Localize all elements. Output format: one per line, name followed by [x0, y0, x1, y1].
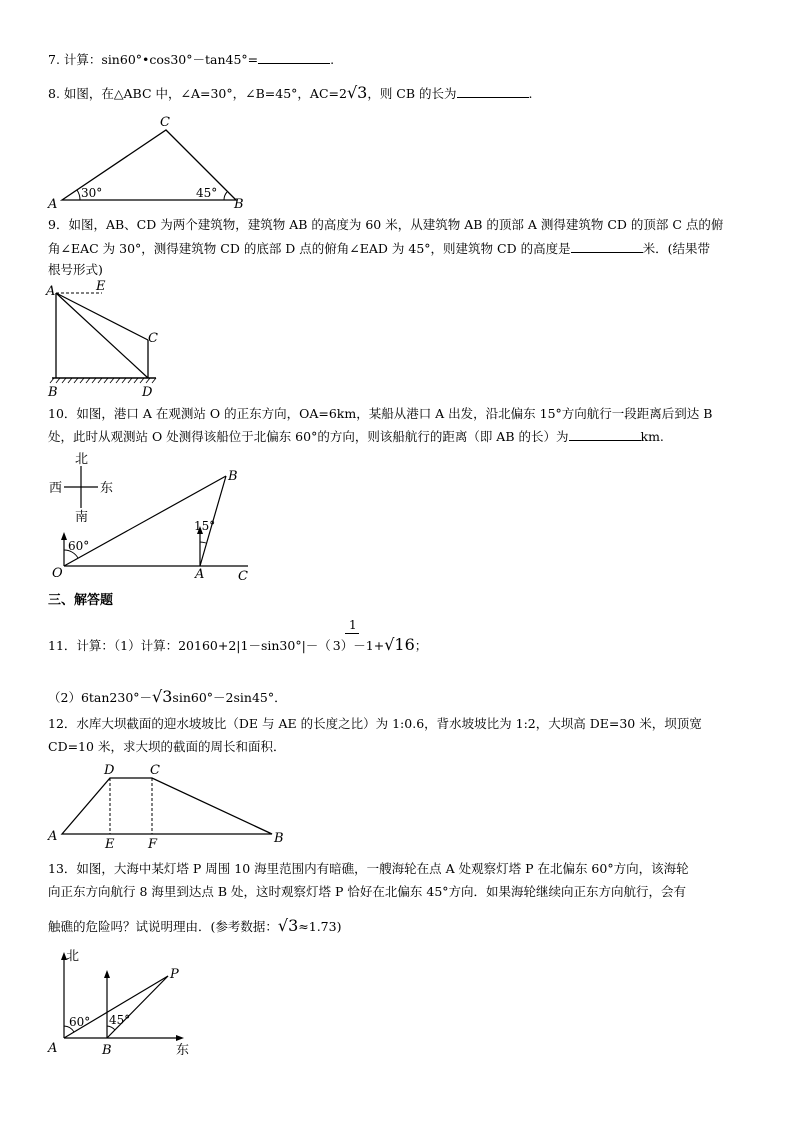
label-c: C: [150, 763, 160, 778]
q7-text: 7. 计算：sin60°•cos30°－tan45°=: [48, 52, 259, 67]
label-a: A: [195, 567, 205, 582]
label-a: A: [48, 829, 58, 844]
label-b: B: [228, 469, 238, 484]
label-f: F: [148, 837, 158, 852]
q9-line-1: 9．如图，AB、CD 为两个建筑物，建筑物 AB 的高度为 60 米，从建筑物 AB 的顶部 A 测得建筑物 CD 的顶部 C 点的俯: [48, 217, 724, 232]
dam-trapezoid: [62, 778, 272, 834]
angle-a-label: 30°: [81, 186, 103, 200]
north-arrowhead-b: [104, 970, 110, 978]
north-arrowhead-o: [61, 532, 67, 540]
line-ad: [56, 293, 148, 378]
label-a: A: [48, 1041, 58, 1056]
label-b: B: [234, 197, 244, 212]
east-arrowhead: [176, 1035, 184, 1041]
q7-line: [48, 53, 334, 67]
compass-south: 南: [75, 510, 89, 525]
label-d: D: [104, 763, 115, 778]
angle-a-arc: [77, 190, 80, 200]
q11-frac-num: 1: [349, 618, 357, 632]
label-b: B: [274, 831, 284, 846]
q11-line-1: [48, 637, 427, 653]
q9-buildings-figure: [44, 280, 174, 400]
q13-text-a: 触礁的危险吗？试说明理由．(参考数据：: [48, 919, 278, 934]
angle-b-label: 45°: [196, 186, 218, 200]
q9-text-a: 角∠EAC 为 30°，测得建筑物 CD 的底部 D 点的俯角∠EAD 为 45°，则建筑物 CD 的高度是: [48, 241, 571, 256]
q11-part2-b: sin60°－2sin45°．: [172, 690, 287, 705]
line-ac: [56, 293, 148, 340]
label-b: B: [48, 385, 58, 400]
q9-line-3: 根号形式): [48, 262, 103, 277]
label-p: P: [170, 967, 179, 982]
q8-line: [48, 85, 533, 101]
q9-answer-blank[interactable]: [571, 242, 643, 253]
compass-east: 东: [100, 481, 114, 496]
q9-line-2: [48, 242, 710, 256]
q8-text-a: 8. 如图，在△ABC 中，∠A=30°，∠B=45°，AC=2: [48, 86, 347, 101]
q10-line-1: 10．如图，港口 A 在观测站 O 的正东方向，OA=6km，某船从港口 A 出发，沿北偏东 15°方向航行一段距离后到达 B: [48, 406, 713, 421]
q11-part2-a: （2）6tan230°－: [48, 690, 153, 705]
q8-triangle-figure: [44, 112, 254, 212]
compass-north: 北: [75, 452, 89, 467]
label-c: C: [238, 569, 248, 584]
q11-line-2: [48, 689, 287, 705]
q8-answer-blank[interactable]: [457, 87, 529, 98]
label-d: D: [142, 385, 153, 400]
q8-text-b: ，则 CB 的长为: [367, 86, 457, 101]
q11-sqrt3: √3: [152, 687, 173, 706]
q11-sqrt16: √16: [384, 635, 415, 654]
label-e: E: [105, 837, 115, 852]
q13-line-1: 13．如图，大海中某灯塔 P 周围 10 海里范围内有暗礁，一艘海轮在点 A 处观察灯塔 P 在北偏东 60°方向，该海轮: [48, 861, 689, 876]
q8-sqrt3: √3: [346, 83, 368, 102]
angle-45-label: 45°: [109, 1013, 131, 1027]
q13-lighthouse-figure: [44, 946, 204, 1062]
section-title: 三、解答题: [48, 593, 114, 608]
q11-end: ；: [414, 638, 428, 653]
q10-text-b: km.: [640, 429, 664, 444]
q11-text-a: 11．计算：（1）计算：20160+2|1－sin30°|－（: [48, 638, 331, 653]
q12-line-1: 12．水库大坝截面的迎水坡坡比（DE 与 AE 的长度之比）为 1:0.6，背水坡坡比为 1:2，大坝高 DE=30 米，坝顶宽: [48, 716, 702, 731]
q10-navigation-figure: [44, 446, 264, 586]
q11-text-b: ）－1+: [340, 638, 385, 653]
q12-line-2: CD=10 米，求大坝的截面的周长和面积．: [48, 739, 286, 754]
angle-15-label: 15°: [194, 519, 216, 533]
north-label: 北: [66, 949, 80, 964]
angle-60-label: 60°: [68, 539, 90, 553]
label-c: C: [148, 331, 158, 346]
q13-text-b: ≈1.73): [298, 919, 342, 934]
q13-line-2: 向正东方向航行 8 海里到达点 B 处，这时观察灯塔 P 恰好在北偏东 45°方向．如果海轮继续向正东方向航行，会有: [48, 884, 687, 899]
q8-end: .: [528, 86, 533, 101]
label-c: C: [160, 115, 170, 130]
label-b: B: [102, 1043, 112, 1058]
compass-west: 西: [49, 481, 63, 496]
q13-sqrt3: √3: [277, 916, 299, 935]
label-e: E: [96, 279, 106, 294]
angle-60-label: 60°: [69, 1015, 91, 1029]
east-label: 东: [176, 1043, 190, 1058]
label-a: A: [46, 284, 56, 299]
q10-answer-blank[interactable]: [569, 430, 641, 441]
label-o: O: [52, 566, 63, 581]
angle-b-arc: [224, 192, 227, 200]
q11-frac-den: 3: [332, 638, 341, 653]
q13-line-3: [48, 918, 341, 934]
q12-dam-figure: [44, 758, 294, 850]
q10-line-2: [48, 430, 664, 444]
q7-end: .: [330, 52, 335, 67]
q10-text-a: 处，此时从观测站 O 处测得该船位于北偏东 60°的方向，则该船航行的距离（即 AB 的长）为: [48, 429, 569, 444]
label-a: A: [48, 197, 58, 212]
q9-text-b: 米．(结果带: [642, 241, 710, 256]
angle-15-arc: [200, 542, 206, 543]
q11-fraction-bar: [345, 633, 359, 634]
q7-answer-blank[interactable]: [258, 53, 330, 64]
